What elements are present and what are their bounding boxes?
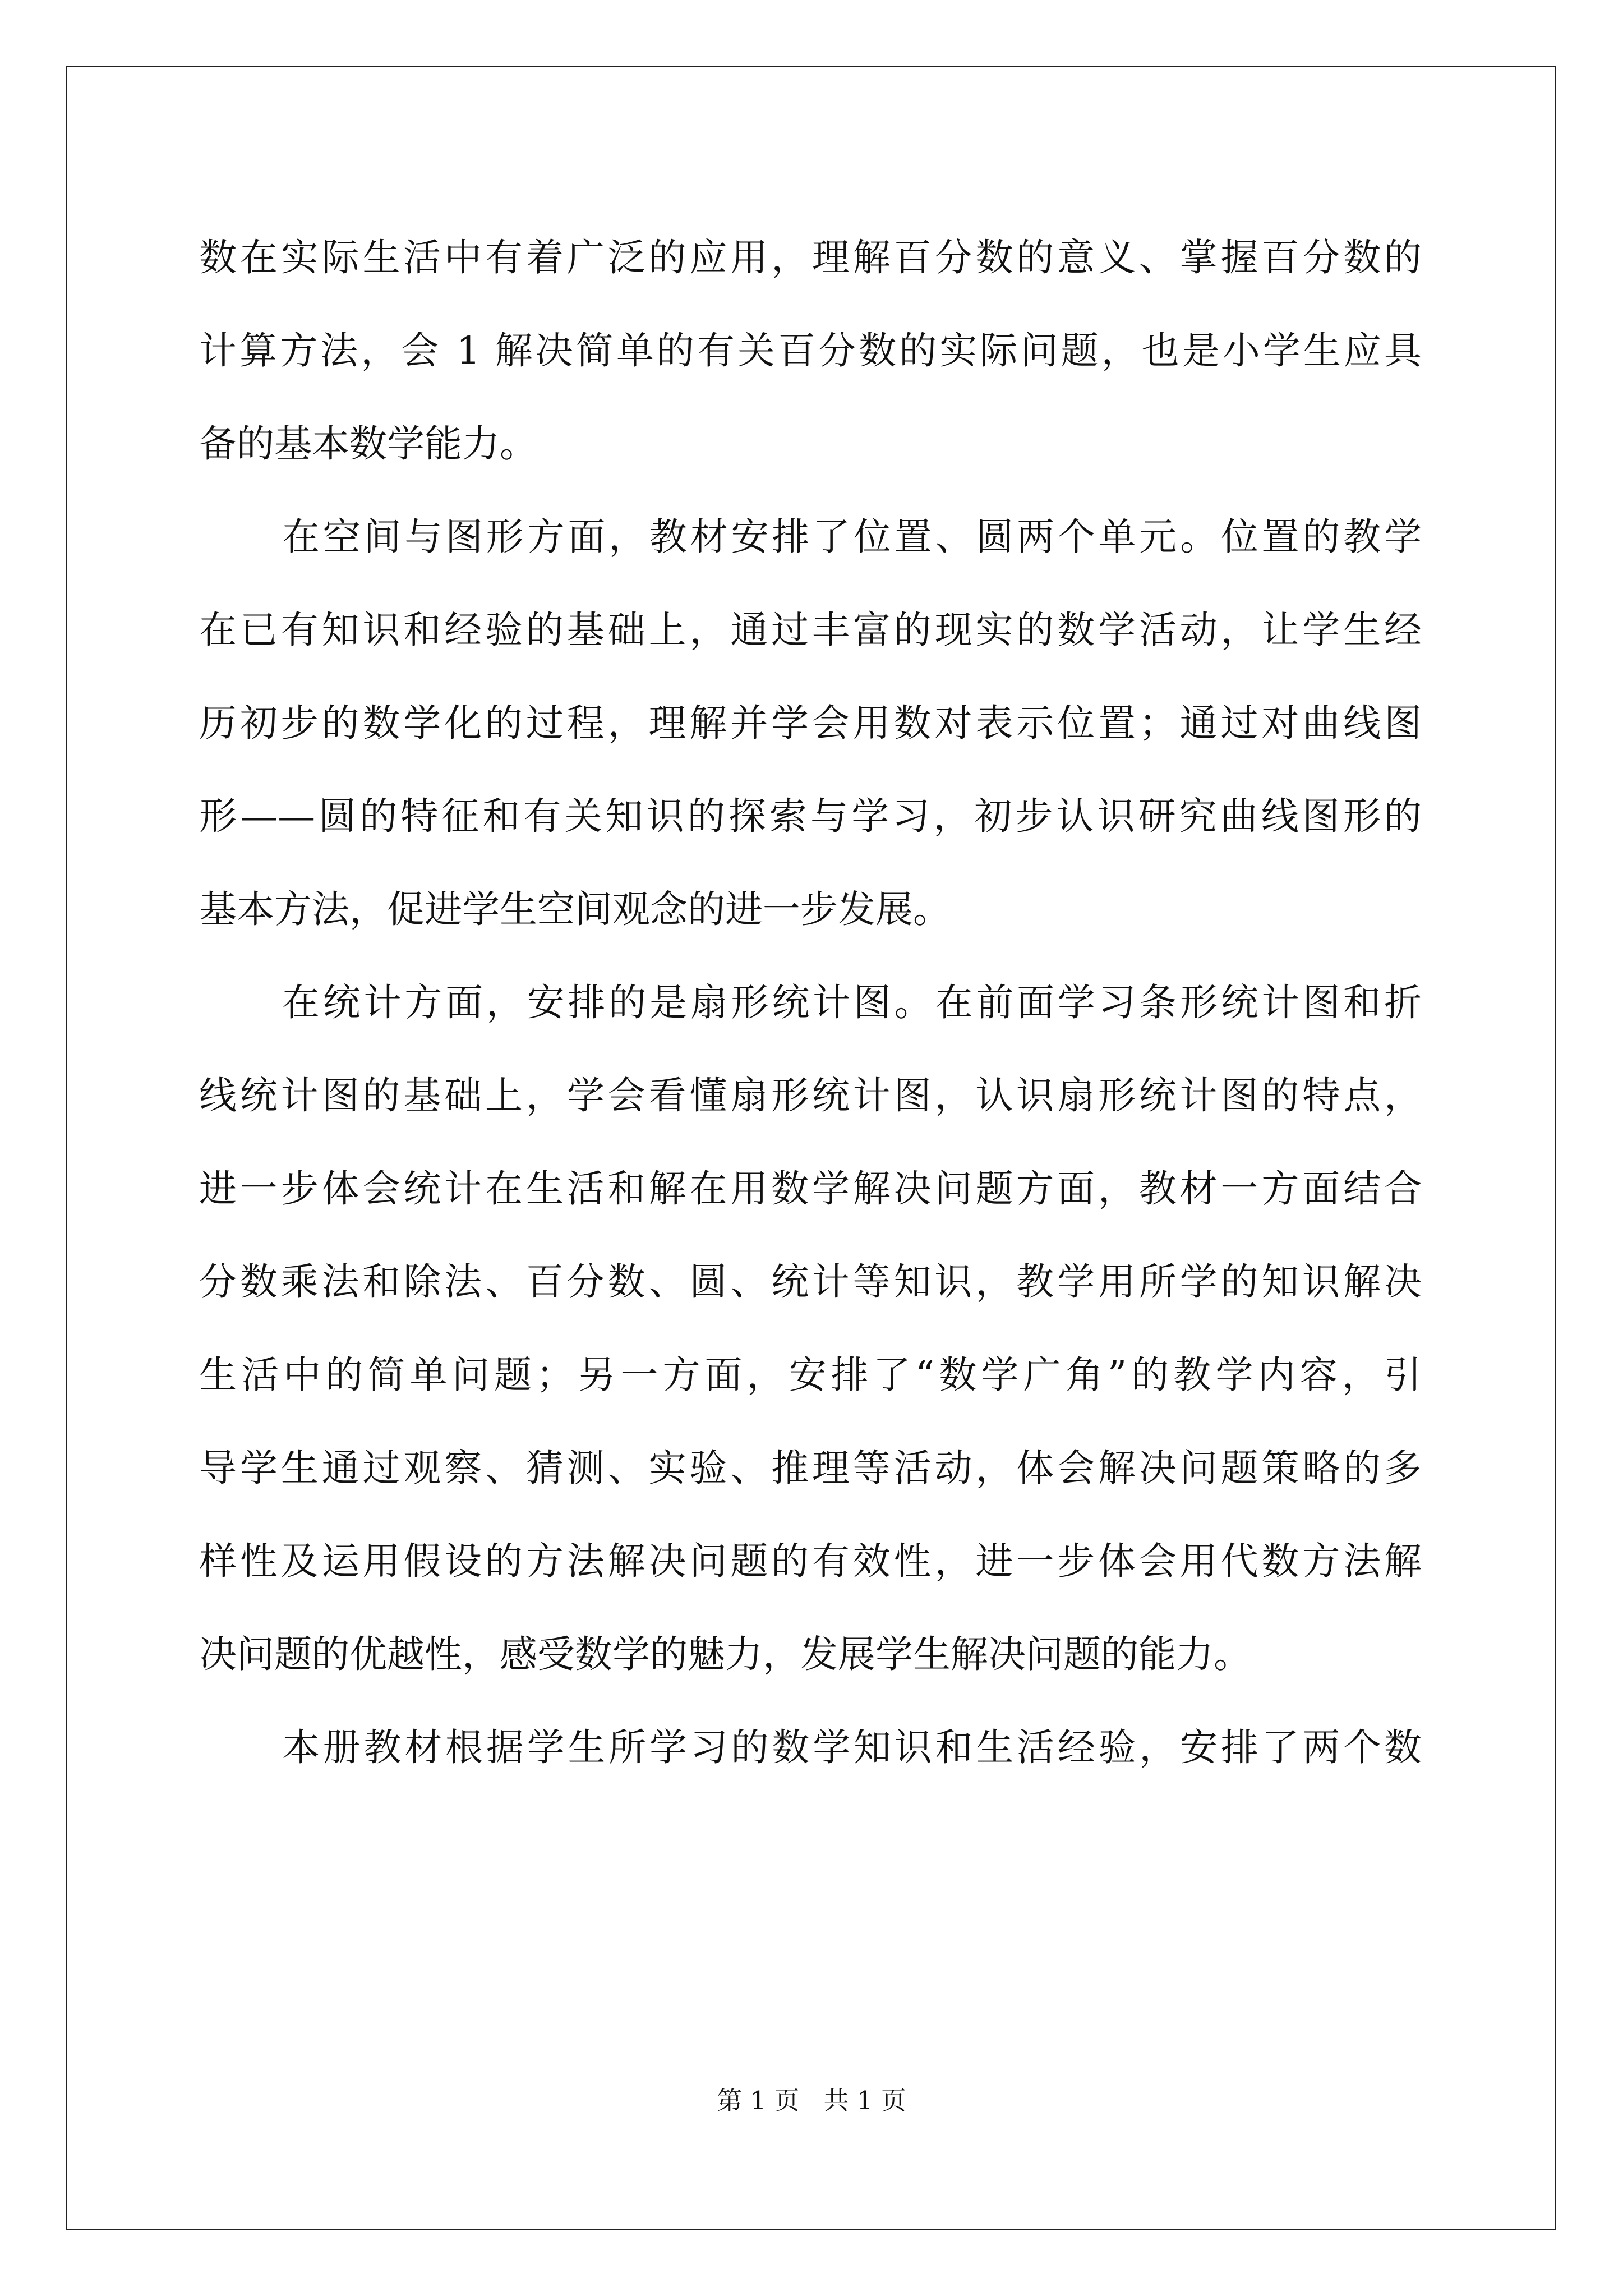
- text-line: 线统计图的基础上，学会看懂扇形统计图，认识扇形统计图的特点，: [199, 1074, 1422, 1117]
- page-total: 共 1 页: [823, 2086, 906, 2115]
- text-line: 导学生通过观察、猜测、实验、推理等活动，体会解决问题策略的多: [199, 1446, 1422, 1490]
- text-line: 形——圆的特征和有关知识的探索与学习，初步认识研究曲线图形的: [199, 794, 1422, 838]
- page-number: 第 1 页: [717, 2086, 800, 2115]
- text-line: 在已有知识和经验的基础上，通过丰富的现实的数学活动，让学生经: [199, 608, 1422, 652]
- text-line: 数在实际生活中有着广泛的应用，理解百分数的意义、掌握百分数的: [199, 236, 1422, 279]
- paragraph-first-line: 在空间与图形方面，教材安排了位置、圆两个单元。位置的教学: [282, 515, 1422, 559]
- paragraph-first-line: 在统计方面，安排的是扇形统计图。在前面学习条形统计图和折: [282, 981, 1422, 1024]
- text-line: 样性及运用假设的方法解决问题的有效性，进一步体会用代数方法解: [199, 1539, 1422, 1583]
- text-line: 备的基本数学能力。: [199, 422, 537, 466]
- text-line: 决问题的优越性，感受数学的魅力，发展学生解决问题的能力。: [199, 1632, 1251, 1676]
- paragraph-first-line: 本册教材根据学生所学习的数学知识和生活经验，安排了两个数: [282, 1726, 1422, 1769]
- document-body: [199, 211, 1422, 1794]
- text-line: 分数乘法和除法、百分数、圆、统计等知识，教学用所学的知识解决: [199, 1260, 1422, 1304]
- text-line: 历初步的数学化的过程，理解并学会用数对表示位置；通过对曲线图: [199, 701, 1422, 745]
- text-line: 计算方法，会 1 解决简单的有关百分数的实际问题，也是小学生应具: [199, 329, 1422, 372]
- text-line: 基本方法，促进学生空间观念的进一步发展。: [199, 887, 951, 931]
- page-footer: [0, 2084, 1623, 2118]
- text-line: 进一步体会统计在生活和解在用数学解决问题方面，教材一方面结合: [199, 1167, 1422, 1211]
- text-line: 生活中的简单问题；另一方面，安排了“数学广角”的教学内容，引: [199, 1353, 1422, 1397]
